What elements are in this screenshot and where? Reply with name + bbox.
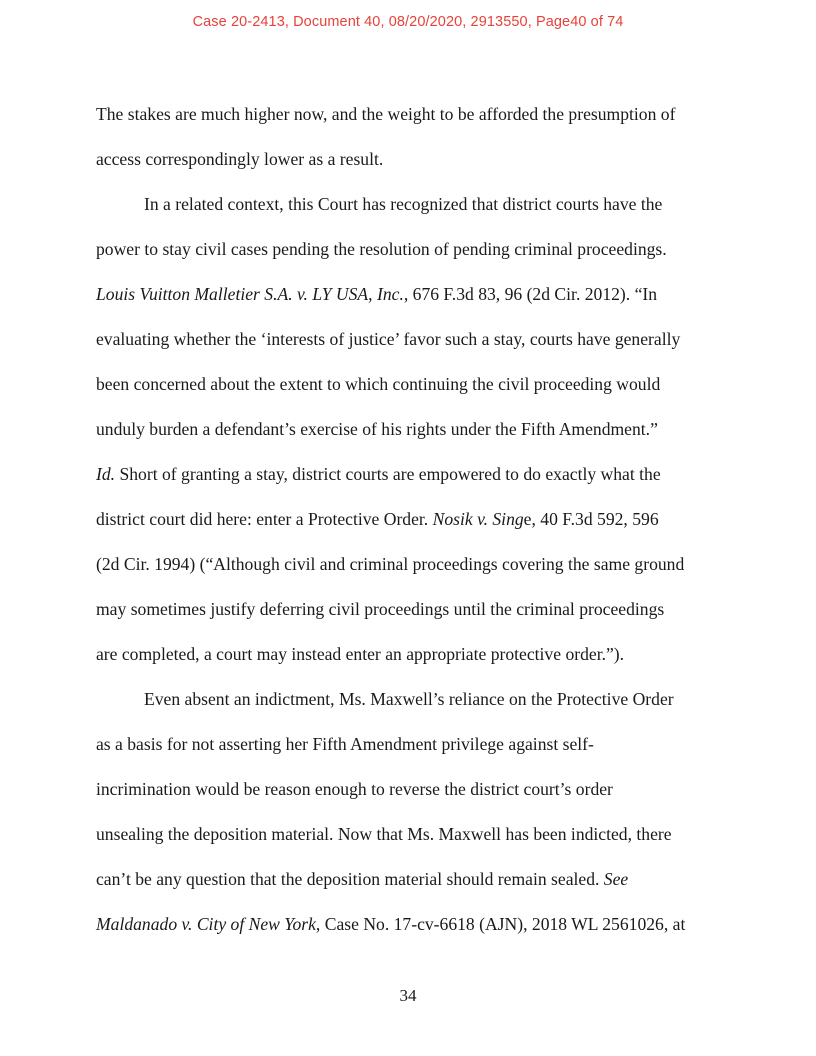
body-line: been concerned about the extent to which continuing the civil proceeding would <box>96 374 661 394</box>
body-line: incrimination would be reason enough to reverse the district court’s order <box>96 779 613 799</box>
body-line <box>96 902 721 947</box>
brief-body <box>96 92 721 947</box>
body-line: Even absent an indictment, Ms. Maxwell’s reliance on the Protective Order <box>144 689 674 709</box>
case-citation: Id. <box>96 464 116 484</box>
body-line: In a related context, this Court has recognized that district courts have the <box>144 194 663 214</box>
body-line: The stakes are much higher now, and the weight to be afforded the presumption of <box>96 104 676 124</box>
citation-text: , Case No. 17-cv-6618 (AJN), 2018 WL 2561026, at <box>315 914 686 934</box>
body-text-span: can’t be any question that the deposition material should remain sealed. <box>96 869 604 889</box>
citation-text: , 676 F.3d 83, 96 (2d Cir. 2012). “In <box>403 284 658 304</box>
body-line: may sometimes justify deferring civil proceedings until the criminal proceedings <box>96 599 665 619</box>
body-line <box>96 497 721 542</box>
case-citation: Maldanado v. City of New York <box>96 914 316 934</box>
body-line: are completed, a court may instead enter an appropriate protective order.”). <box>96 644 625 664</box>
body-line: evaluating whether the ‘interests of justice’ favor such a stay, courts have generally <box>96 329 681 349</box>
citation-text: e, 40 F.3d 592, 596 <box>523 509 659 529</box>
body-text-span: district court did here: enter a Protective Order. <box>96 509 433 529</box>
body-line: unduly burden a defendant’s exercise of his rights under the Fifth Amendment.” <box>96 419 658 439</box>
body-line: power to stay civil cases pending the resolution of pending criminal proceedings. <box>96 239 667 259</box>
signal-word: See <box>603 869 629 889</box>
page-number: 34 <box>399 986 417 1005</box>
body-line: as a basis for not asserting her Fifth Amendment privilege against self- <box>96 734 594 754</box>
body-line: (2d Cir. 1994) (“Although civil and criminal proceedings covering the same ground <box>96 554 685 574</box>
body-line <box>96 452 721 497</box>
body-line <box>96 272 721 317</box>
body-line <box>96 857 721 902</box>
case-citation: Louis Vuitton Malletier S.A. v. LY USA, Inc. <box>96 284 404 304</box>
case-citation: Nosik v. Sing <box>432 509 524 529</box>
body-line: unsealing the deposition material. Now that Ms. Maxwell has been indicted, there <box>96 824 672 844</box>
case-header-stamp: Case 20-2413, Document 40, 08/20/2020, 2913550, Page40 of 74 <box>192 14 624 30</box>
body-line: access correspondingly lower as a result. <box>96 149 384 169</box>
body-text-span: Short of granting a stay, district courts are empowered to do exactly what the <box>115 464 661 484</box>
